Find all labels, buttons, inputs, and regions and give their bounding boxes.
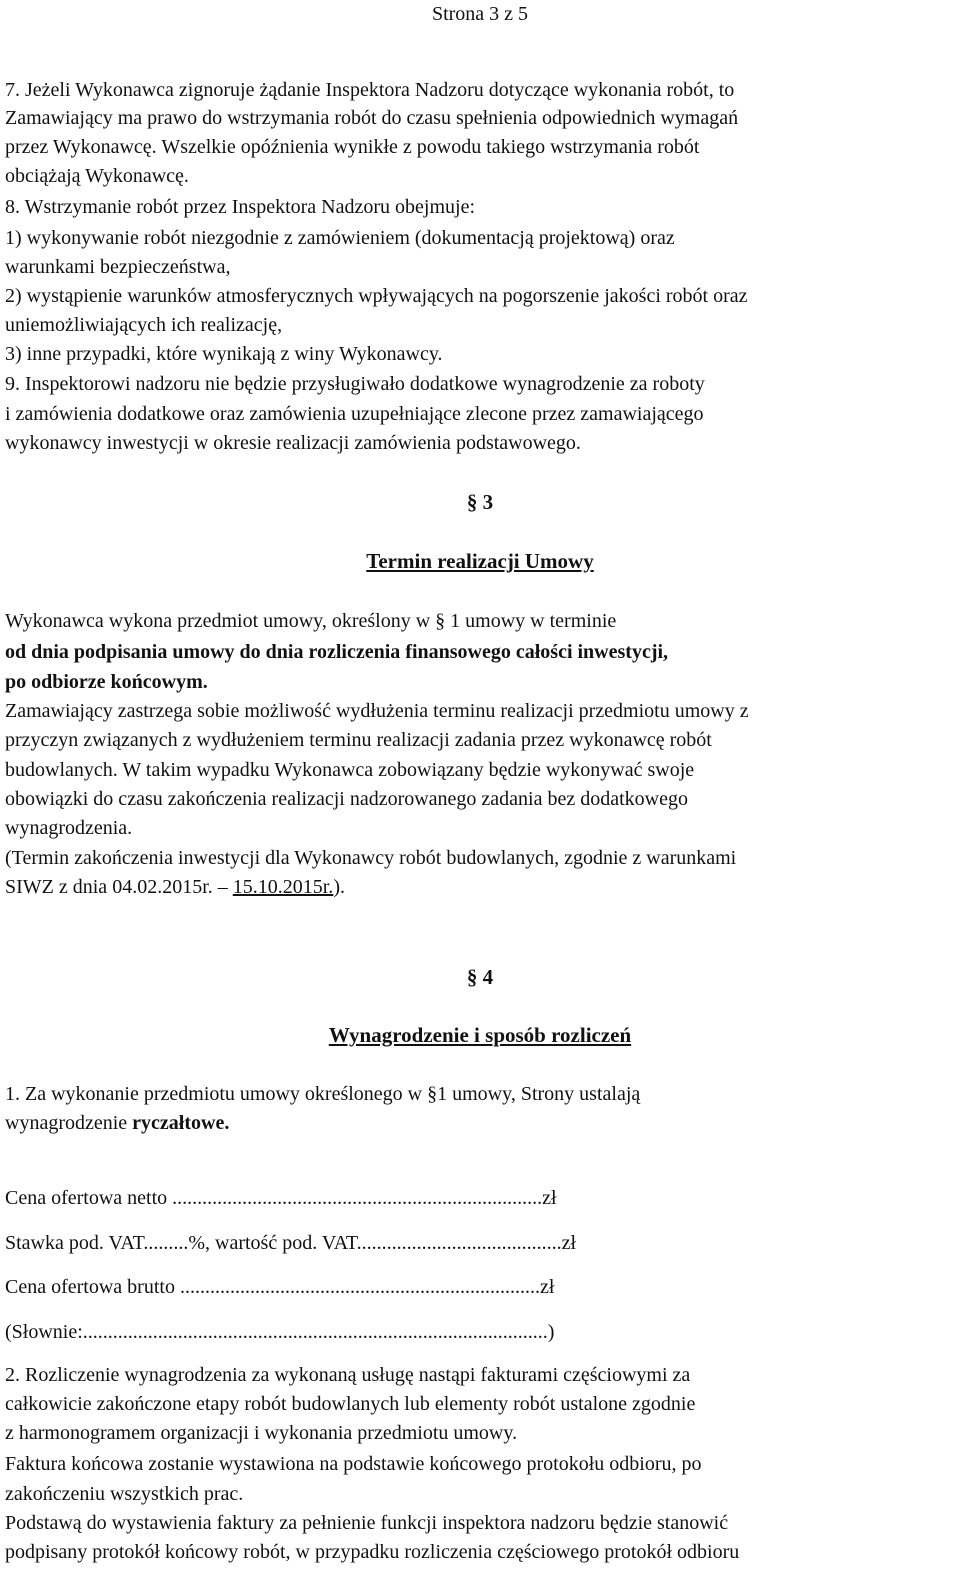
section-4-item-1-line-1: 1. Za wykonanie przedmiotu umowy określonego w §1 umowy, Strony ustalają — [5, 1083, 641, 1105]
page-header: Strona 3 z 5 — [431, 3, 529, 25]
paragraph-8-line-5: uniemożliwiających ich realizację, — [5, 314, 283, 336]
section-4-item-2-line-6: Podstawą do wystawienia faktury za pełnienie funkcji inspektora nadzoru będzie stanowić — [5, 1512, 729, 1534]
siwz-date-text: SIWZ z dnia 04.02.2015r. – — [5, 876, 233, 898]
section-3-line-6: budowlanych. W takim wypadku Wykonawca zobowiązany będzie wykonywać swoje — [5, 759, 695, 781]
section-3-line-2: od dnia podpisania umowy do dnia rozliczenia finansowego całości inwestycji, — [5, 641, 669, 663]
section-4-mark: § 4 — [466, 965, 494, 989]
in-words-line: (Słownie:.............................................................................................) — [5, 1321, 555, 1343]
closing-paren: ). — [333, 876, 345, 898]
section-3-mark: § 3 — [466, 490, 494, 514]
section-3-line-9: (Termin zakończenia inwestycji dla Wykonawcy robót budowlanych, zgodnie z warunkami — [5, 847, 737, 869]
section-3-line-8: wynagrodzenia. — [5, 817, 133, 839]
section-4-item-2-line-5: zakończeniu wszystkich prac. — [5, 1483, 244, 1505]
paragraph-8-line-6: 3) inne przypadki, które wynikają z winy Wykonawcy. — [5, 343, 443, 365]
section-3-line-10 — [5, 875, 345, 899]
section-3-line-4: Zamawiający zastrzega sobie możliwość wydłużenia terminu realizacji przedmiotu umowy z — [5, 700, 749, 722]
net-price-line: Cena ofertowa netto ..........................................................................zł — [5, 1187, 557, 1209]
section-4-item-1-line-2 — [5, 1111, 229, 1135]
section-3-line-5: przyczyn związanych z wydłużeniem terminu realizacji zadania przez wykonawcę robót — [5, 729, 712, 751]
paragraph-9-line-1: 9. Inspektorowi nadzoru nie będzie przysługiwało dodatkowe wynagrodzenie za roboty — [5, 373, 705, 395]
paragraph-8-line-2: 1) wykonywanie robót niezgodnie z zamówieniem (dokumentacją projektową) oraz — [5, 227, 675, 249]
section-4-item-2-line-2: całkowicie zakończone etapy robót budowlanych lub elementy robót ustalone zgodnie — [5, 1393, 696, 1415]
vat-line: Stawka pod. VAT.........%, wartość pod. VAT.........................................zł — [5, 1232, 577, 1254]
section-3-title: Termin realizacji Umowy — [366, 549, 594, 573]
remuneration-label: wynagrodzenie — [5, 1112, 133, 1134]
section-3-line-3: po odbiorze końcowym. — [5, 671, 208, 693]
section-4-item-2-line-3: z harmonogramem organizacji i wykonania przedmiotu umowy. — [5, 1422, 518, 1444]
gross-price-line: Cena ofertowa brutto ........................................................................zł — [5, 1276, 555, 1298]
paragraph-8-line-4: 2) wystąpienie warunków atmosferycznych wpływających na pogorszenie jakości robót oraz — [5, 285, 748, 307]
paragraph-9-line-2: i zamówienia dodatkowe oraz zamówienia uzupełniające zlecone przez zamawiającego — [5, 403, 704, 425]
paragraph-8-line-3: warunkami bezpieczeństwa, — [5, 256, 231, 278]
section-4-item-2-line-7: podpisany protokół końcowy robót, w przypadku rozliczenia częściowego protokół odbioru — [5, 1541, 740, 1563]
section-3-line-7: obowiązki do czasu zakończenia realizacji nadzorowanego zadania bez dodatkowego — [5, 788, 688, 810]
paragraph-7-line-2: Zamawiający ma prawo do wstrzymania robót do czasu spełnienia odpowiednich wymagań — [5, 107, 739, 129]
paragraph-7-line-1: 7. Jeżeli Wykonawca zignoruje żądanie Inspektora Nadzoru dotyczące wykonania robót, to — [5, 79, 735, 101]
remuneration-type: ryczałtowe. — [132, 1112, 230, 1134]
paragraph-9-line-3: wykonawcy inwestycji w okresie realizacji zamówienia podstawowego. — [5, 432, 581, 454]
paragraph-7-line-3: przez Wykonawcę. Wszelkie opóźnienia wynikłe z powodu takiego wstrzymania robót — [5, 136, 700, 158]
section-3-line-1: Wykonawca wykona przedmiot umowy, określony w § 1 umowy w terminie — [5, 610, 617, 632]
end-date: 15.10.2015r. — [232, 876, 334, 898]
paragraph-7-line-4: obciążają Wykonawcę. — [5, 165, 189, 187]
section-4-title: Wynagrodzenie i sposób rozliczeń — [328, 1023, 632, 1047]
paragraph-8-line-1: 8. Wstrzymanie robót przez Inspektora Nadzoru obejmuje: — [5, 196, 476, 218]
section-4-item-2-line-1: 2. Rozliczenie wynagrodzenia za wykonaną usługę nastąpi fakturami częściowymi za — [5, 1364, 691, 1386]
section-4-item-2-line-4: Faktura końcowa zostanie wystawiona na podstawie końcowego protokołu odbioru, po — [5, 1453, 702, 1475]
